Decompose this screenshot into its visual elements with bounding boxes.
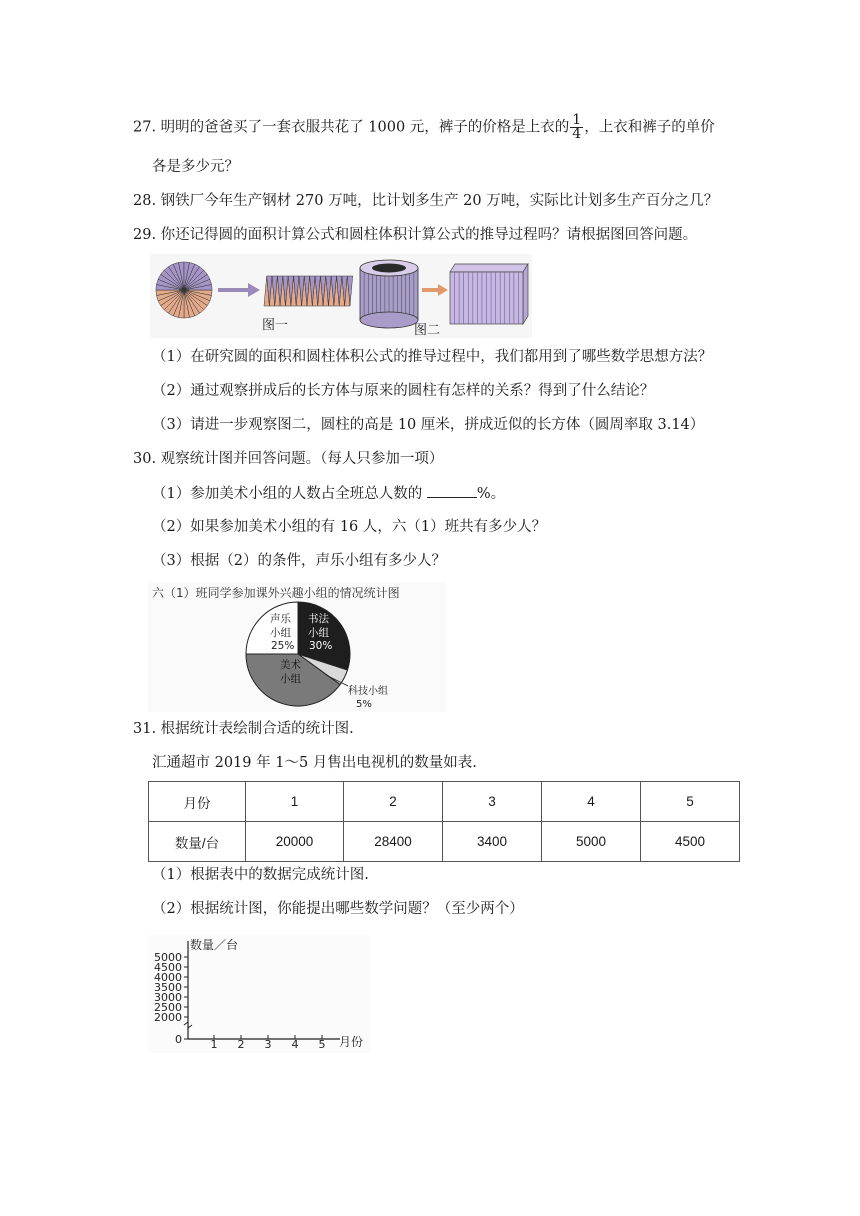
slice-label-shufa-2: 小组	[308, 627, 329, 639]
x-tick-label: 3	[264, 1038, 272, 1051]
y-tick-label: 3500	[154, 981, 182, 994]
table-header-cell: 4	[542, 782, 641, 822]
tv-sales-table	[148, 781, 740, 862]
q30-line	[133, 449, 443, 469]
table-header-cell: 3	[443, 782, 542, 822]
pie-chart-title: 六（1）班同学参加课外兴趣小组的情况统计图	[152, 586, 400, 600]
rearranged-parallelogram-icon	[264, 276, 353, 306]
table-row	[149, 822, 740, 862]
x-tick-label: 1	[210, 1038, 218, 1051]
q27-text-b: ，上衣和裤子的单价	[584, 119, 715, 136]
q28-line	[133, 191, 718, 211]
slice-label-shufa-1: 书法	[308, 613, 329, 625]
figure-1-label: 图一	[262, 318, 289, 333]
pie-slices	[246, 602, 350, 706]
slice-label-shengyue-pct: 25%	[271, 640, 295, 652]
sliced-cylinder-icon	[360, 260, 418, 328]
table-header-cell: 2	[344, 782, 443, 822]
x-tick-label: 2	[237, 1038, 245, 1051]
q31-number: 31.	[133, 721, 157, 737]
fraction-one-quarter: $\frac{1}{4}$	[572, 112, 582, 142]
table-cell: 3400	[443, 822, 542, 862]
q30-sub2: （2）如果参加美术小组的有 16 人，六（1）班共有多少人？	[152, 519, 547, 535]
table-header-cell: 5	[641, 782, 740, 822]
y-tick-label: 5000	[154, 951, 182, 964]
q28-text: 钢铁厂今年生产钢材 270 万吨，比计划多生产 20 万吨，实际比计划多生产百分之几？	[160, 193, 719, 209]
y-tick-label: 2500	[154, 1001, 182, 1014]
q31-text: 根据统计表绘制合适的统计图.	[160, 721, 354, 737]
q30-number: 30.	[133, 451, 157, 467]
slice-label-shengyue-2: 小组	[270, 627, 291, 639]
table-cell: 4500	[641, 822, 740, 862]
circle-cylinder-figure	[150, 254, 532, 338]
q31-intro: 汇通超市 2019 年 1～5 月售出电视机的数量如表.	[152, 755, 477, 771]
q29-text: 你还记得圆的面积计算公式和圆柱体积计算公式的推导过程吗？请根据图回答问题。	[160, 227, 698, 243]
y-axis-label: 数量／台	[190, 938, 239, 952]
table-row	[149, 782, 740, 822]
q31-sub1: （1）根据表中的数据完成统计图.	[152, 867, 369, 883]
x-tick-label: 4	[291, 1038, 299, 1051]
q27-text-a: 明明的爸爸买了一套衣服共花了 1000 元，裤子的价格是上衣的	[160, 119, 570, 136]
q28-number: 28.	[133, 193, 157, 209]
q29-sub3: （3）请进一步观察图二，圆柱的高是 10 厘米，拼成近似的长方体（圆周率取 3.14）	[152, 417, 705, 433]
y-tick-label: 4500	[154, 961, 182, 974]
slice-label-meishu-2: 小组	[280, 673, 301, 685]
q30-sub3: （3）根据（2）的条件，声乐小组有多少人？	[152, 553, 446, 569]
interest-group-pie-chart	[148, 582, 446, 712]
y-tick-label: 3000	[154, 991, 182, 1004]
x-tick-label: 5	[318, 1038, 326, 1051]
slice-label-shengyue-1: 声乐	[270, 613, 291, 625]
table-header-cell: 1	[246, 782, 344, 822]
q31-line	[133, 719, 354, 739]
rearranged-cuboid-icon	[450, 264, 528, 324]
q29-sub1: （1）在研究圆的面积和圆柱体积公式的推导过程中，我们都用到了哪些数学思想方法？	[152, 349, 713, 365]
slice-label-keji-pct: 5%	[356, 699, 372, 710]
y-tick-label: 0	[175, 1033, 182, 1046]
slice-label-shufa-pct: 30%	[309, 640, 333, 652]
answer-blank[interactable]	[427, 483, 477, 498]
q31-sub2: （2）根据统计图，你能提出哪些数学问题？（至少两个）	[152, 901, 524, 917]
table-cell: 数量/台	[149, 822, 246, 862]
q29-line	[133, 225, 697, 245]
q30-sub1: （1）参加美术小组的人数占全班总人数的 %。	[152, 483, 505, 504]
table-cell: 28400	[344, 822, 443, 862]
y-tick-label: 4000	[154, 971, 182, 984]
table-header-cell: 月份	[149, 782, 246, 822]
q27-line2: 各是多少元？	[152, 159, 239, 175]
table-cell: 20000	[246, 822, 344, 862]
q30-text: 观察统计图并回答问题。（每人只参加一项）	[160, 451, 444, 467]
sliced-circle-icon	[156, 262, 212, 318]
table-cell: 5000	[542, 822, 641, 862]
q27-line1	[133, 114, 715, 141]
slice-label-keji: 科技小组	[348, 686, 388, 697]
q29-number: 29.	[133, 227, 157, 243]
y-tick-label: 2000	[154, 1011, 182, 1024]
tv-sales-blank-chart	[148, 935, 370, 1053]
q29-sub2: （2）通过观察拼成后的长方体与原来的圆柱有怎样的关系？得到了什么结论？	[152, 383, 655, 399]
q27-number: 27.	[133, 119, 157, 136]
x-axis-label: 月份	[339, 1035, 364, 1049]
figure-2-label: 图二	[414, 323, 441, 338]
slice-label-meishu-1: 美术	[280, 659, 301, 671]
